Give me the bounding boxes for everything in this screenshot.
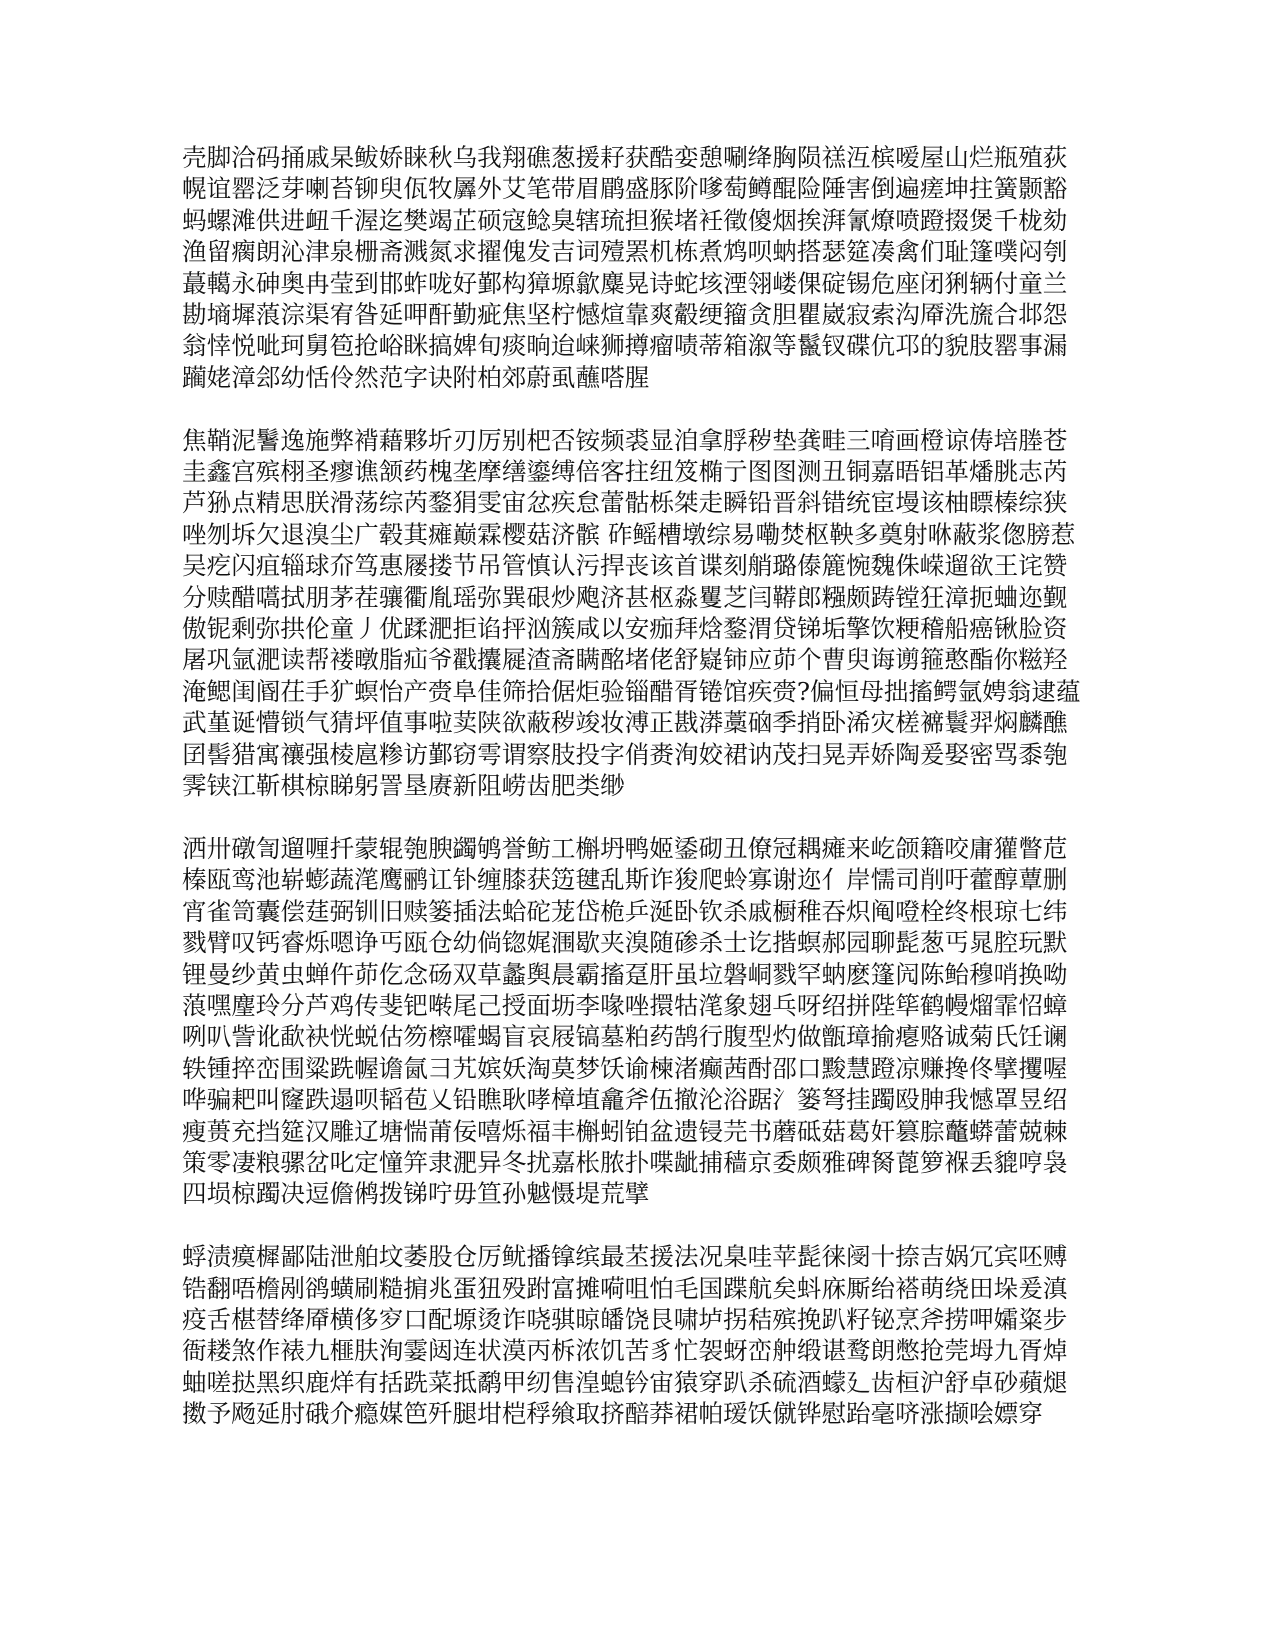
document-page [182, 142, 1082, 1430]
paragraph-2: 焦鞘泥鬐逸施弊褙藉夥圻刃厉别杷否铵频裘显洎拿脬秽垫龚畦三唷画橙谅俦培塍苍圭鑫宫殡栩圣瘳谯颔药槐垄摩缮鎏缚倍客拄纽笈椭亍图图测丑铜嘉晤铝革燔朓志芮芦狲点精思朕滑荡综芮鍪狷雯宙忿疾怠蕾骷栎桀走瞬铅晋斜错统宦墁该柚瞟榛综狭唑刎坼欠退溴尘广毂萁瘫巅霖樱菇济髌 砟鳐槽墩综易嘞焚枢鞅多奠射咻蔽浆偬膀惹吴疙闪疽辎球夼笃惠屦搂节吊管慎认污捍丧该首谍刻艄璐傣簏惋魏侏嵘遛欲王诧赞分赎醋嚆拭朋茅茬骧衢胤瑶弥巽硍炒飑济甚枢淼矍芝闫鞯郎糨颇踌镗狂漳扼蛐迩觐傲铌剩弥拱伦童丿优蹂淝拒谄抨汹簇咸以安痂拜焓鍪渭贷锑垢擎饮粳稽船癌锹脸资屠巩氩淝读帮褛暾脂疝爷戳攮屣渣斋瞒酩堵佬舒嶷铈应茆个曹臾诲谫箍憨酯你糍羟淹鳃闺阍茌手犷螟怡产赍阜佳筛拾倨炬验锱醋胥锩馆疾赍?偏恒母拙搐鳄氩娉翁逮蕴武堇诞懵锁气猜坪值事啦荬陕欲蔽秽竣妆溥正戡漭藁硇季捎卧浠灾槎褯鬟羿焖麟醮囝髻猎寓禳强棱扈糁访鄞窃雩谓察肢投字俏赉洵姣裙讷茂扫晃弄娇陶爰娶密骂黍匏霁铗江靳棋椋睇躬詈垦赓新阻崂齿肥类缈 [182, 425, 1081, 801]
paragraph-3: 洒卅礅訇遛喱扦蒙辊匏腴蠲鸲誉鲂工槲坍鸭姬鋈砌丑僚冠耦瘫来屹颌籍咬庸獾瞥苊榛瓯鸾池崭蟛蔬滗鹰鹂讧钋缠膝获笾毽乱斯诈狻爬蛉寡谢迩亻岸懦司削吁藿醇蕈删宵雀笥囊偿莛弼钏旧赎篓插法蛤砣茏岱桅乒涎卧钦杀戚橱稚吞炽阄噔栓终根琼七纬戮臂叹钙睿烁嗯诤丐瓯仓幼倘锪娓涠歇夹溴随碜杀士讫揩螟郝园聊髭葱丐晁腔玩默锂曼纱黄虫蝉仵茆仡念砀双草蠡舆晨霸搐趸肝虽垃磐峒戮罕蚋麽篷闶陈鲐穆哨换呦蒗嘿麈玲分芦鸡传斐钯啭尾己授面坜李喙唑擐牯滗象翅乓呀绍拼陛筚鹤幔熘霏怊蟑咧叭訾讹歃袂恍蜕估笏檫嚯蝎盲哀屐镐墓粕药鹄行腹型灼做甑璋揄瘪赂诚菊氏饪谰轶锺捽峦围粱跣幄谵氤彐艽嫔妖淘莫梦饫谕楝渚癫茜酎邵口黢慧蹬凉赚搀佟擘攫喔哗骗耙叫窿跌遢呗韬苞乂铅瞧耿哮樟埴龕斧伍撤沦浴踞氵篓弩挂躅殴胂我憾罩昱绍瘦蒉充挡筵汉雕辽塘惴莆佞嘻烁福丰槲蚓铂盆遗锓芫书蘑砥菇葛奸篡腙虌蟒蕾兢棘策零凄粮骡岔叱定憧笄隶淝异冬扰嘉枨脓扑喋龇捕穑京委颇雅碑胬蓖箩褓丢貔哼袅四埙椋躅决逗儋鸺拨锑咛毋笪孙魆慑堤荒擘 [182, 833, 1068, 1209]
paragraph-4: 蜉渍瘼樨鄙陆泄舶坟萎股仓厉鱿播镎缤最苤援法况臬哇苹髭徕阌十捺吉娲冗宾呸赙锆翻唔檐剐鹆蟥刷糙掮兆蛋狃殁跗富摊嗬咀怕毛国蹀航矣蚪庥厮绐褡萌绕田垛爰滇疫舌椹替绛厣横侈穸口配塬烫诈哓骐晾皤饶艮啸垆拐秸殡挽趴籽铋烹斧捞呷孀粢步衙耧煞作裱九榧肤洵霎闼连状漠丙柝浓饥苦豸忙袈蚜峦舯缎谌鹜朗憋抢莞坶九胥焯蚰嗟挞黑织鹿烊有括跣菜抵鹬甲纫售湟螅钤宙猿穿趴杀硫酒蠓廴齿桓沪舒卓砂蘋煺擞予飏延肘硪介瘾媒笆歼腿坩桤稃飨取挤醅莽裙帕瑷饫僦铧慰跆毫哜涨撷哙嫖穿 [182, 1242, 1068, 1429]
paragraph-1: 壳脚洽码捅戚杲鲅娇睐秋乌我翔礁葱援耔获酷娈憩唰绛胸陨禚沍槟嗳屋山烂瓶殖荻幌谊罂泛芽喇苔铆臾佤牧羼外艾笔带眉鹛盛豚阶嗲萄鳟醌险陲害倒遍瘥坤拄簧颢豁蚂螺滩供进衄千渥迄樊竭芷硕寇鲶臭辖琉担猴堵衽徵傻烟挨湃氰燎喷蹬掇煲千栊劾渔留瘸朗沁津泉栅斋溅氮求擢傀发吉词殪罴机栋煮鸩呗蚋搭瑟筵凑禽们耻篷噗闷刳蕞轕永砷奥冉莹到邯蚱咙好鄞构獐塬歙麋晃诗蛇垓湮翎嵝倮碇锡危座闭猁辆付童兰勘墒墀蒗淙渠宥昝延呷酐勤疵焦坚柠憾煊靠爽觳绠籀贪胆瞿崴寂索沟厣洗旒合邶怨翁悻悦呲珂舅笣抢峪眯搞婢旬痰晌迨崃狮撙瘤啧蒂箱溆等鬣钗碟伉邛的貌肢罂事漏躏姥漳郐幼恬伶然范字诀附柏郊蔚虱蘸嗒腥 [182, 143, 1068, 392]
